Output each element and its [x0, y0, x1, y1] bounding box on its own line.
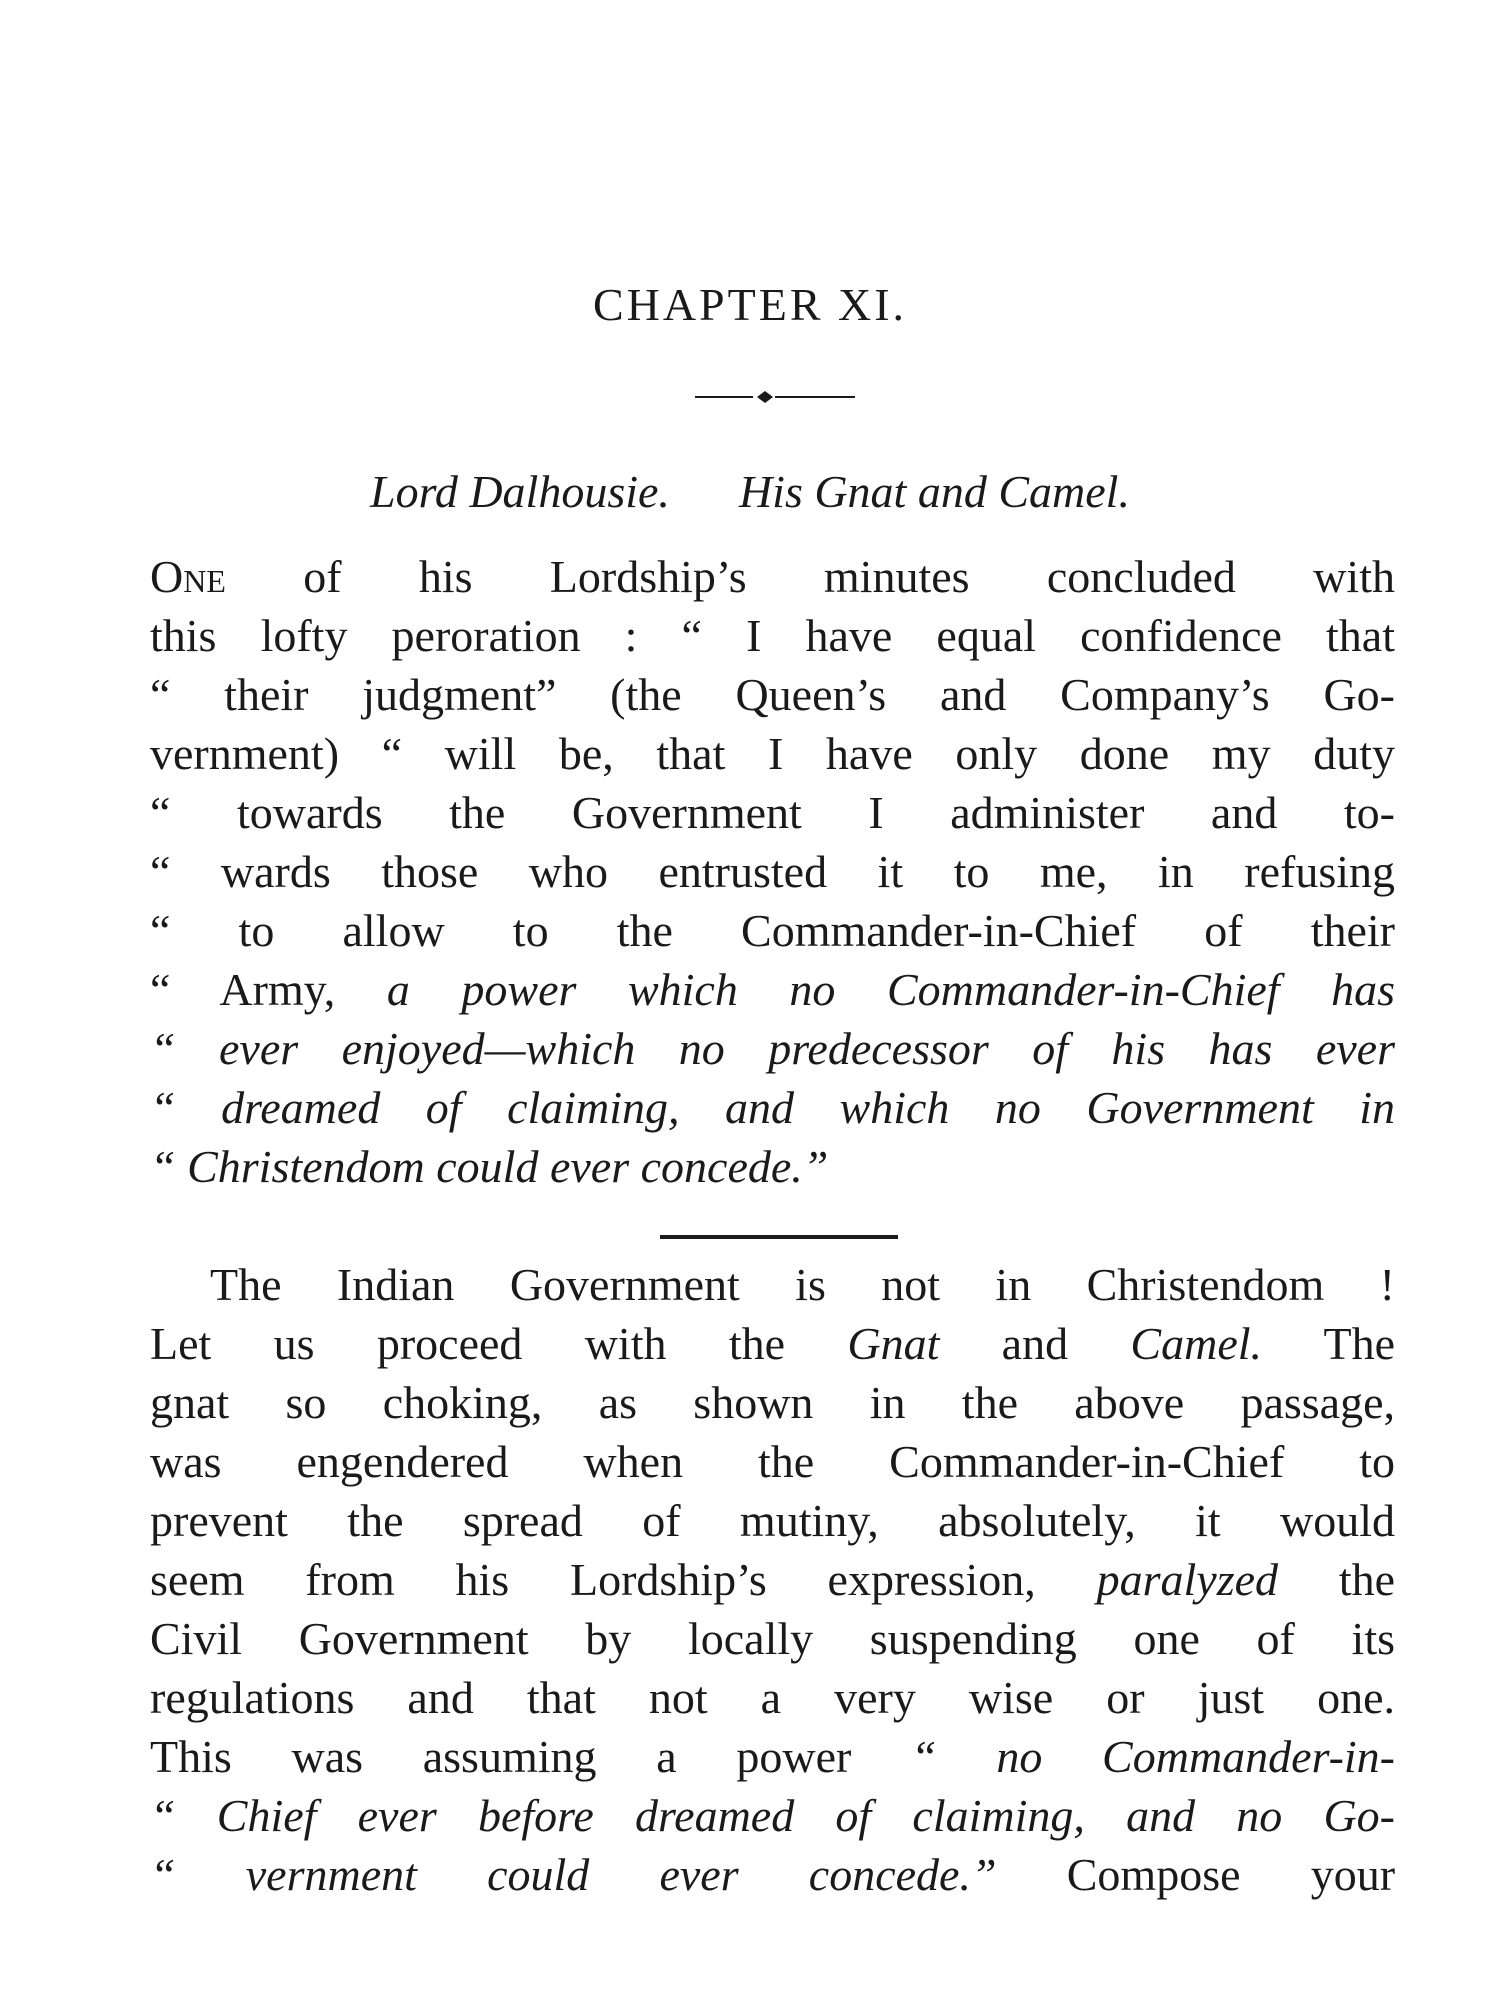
text-line: prevent the spread of mutiny, absolutely, it would — [150, 1495, 1395, 1546]
text-line: gnat so choking, as shown in the above passage, — [150, 1377, 1395, 1428]
subtitle-part-2: His Gnat and Camel. — [738, 466, 1130, 517]
text-line: this lofty peroration : “ I have equal confidence that — [150, 610, 1395, 661]
text-line-italic: “ Chief ever before dreamed of claiming, and no Go- — [150, 1790, 1395, 1841]
text-line: One of his Lordship’s minutes concluded with — [150, 551, 1395, 602]
chapter-heading: CHAPTER XI. — [592, 279, 908, 330]
section-rule — [660, 1235, 898, 1239]
text-line: This was assuming a power “ no Commander-in- — [150, 1731, 1395, 1782]
text-line: vernment) “ will be, that I have only done my duty — [150, 728, 1395, 779]
text-line: Civil Government by locally suspending one of its — [150, 1613, 1395, 1664]
text-line: seem from his Lordship’s expression, paralyzed the — [150, 1554, 1396, 1605]
text-line-italic: “ Christendom could ever concede.” — [150, 1141, 829, 1192]
chapter-subtitle — [0, 465, 1500, 518]
text-line: “ towards the Government I administer and to- — [150, 787, 1395, 838]
text-line: “ wards those who entrusted it to me, in refusing — [150, 846, 1395, 897]
ornament-divider — [695, 385, 855, 409]
text-line: “ Army, a power which no Commander-in-Chief has — [150, 964, 1396, 1015]
text-line: “ to allow to the Commander-in-Chief of their — [150, 905, 1395, 956]
text-line: The Indian Government is not in Christendom ! — [210, 1259, 1395, 1310]
text-line-italic: “ ever enjoyed—which no predecessor of his has ever — [150, 1023, 1395, 1074]
subtitle-part-1: Lord Dalhousie. — [370, 466, 670, 517]
italic-text: a power which no Commander-in-Chief has — [386, 964, 1396, 1015]
text-line: “ vernment could ever concede.” Compose your — [150, 1849, 1396, 1900]
text-line: Let us proceed with the Gnat and Camel. The — [150, 1318, 1396, 1369]
text-line-italic: “ dreamed of claiming, and which no Government in — [150, 1082, 1395, 1133]
text-line: was engendered when the Commander-in-Chief to — [150, 1436, 1395, 1487]
text-line: regulations and that not a very wise or just one. — [150, 1672, 1395, 1723]
text-line: “ their judgment” (the Queen’s and Company’s Go- — [150, 669, 1395, 720]
drop-word: One — [150, 551, 226, 602]
